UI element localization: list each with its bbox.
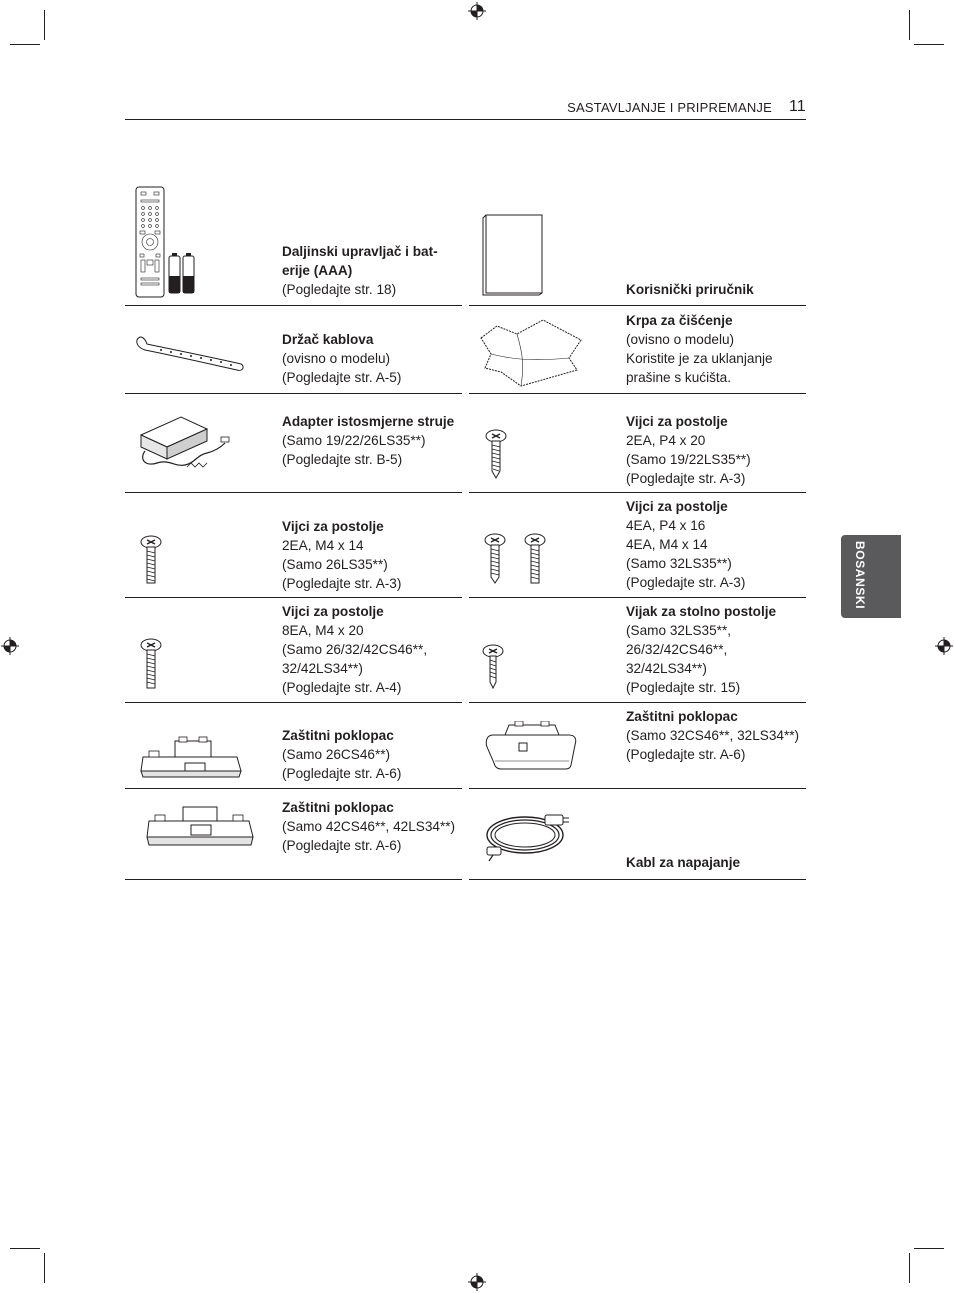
accessory-text	[626, 280, 802, 299]
accessory-row	[125, 703, 462, 789]
accessory-title: Korisnički priručnik	[626, 282, 754, 297]
accessory-detail: (Pogledajte str. A-3)	[626, 471, 746, 486]
accessory-row	[469, 493, 806, 598]
accessory-detail: 4EA, P4 x 16	[626, 518, 706, 533]
remote-control-icon	[125, 183, 275, 305]
accessory-title: Vijci za postolje	[626, 414, 728, 429]
crop-mark	[10, 1248, 40, 1249]
accessory-detail: (Samo 26/32/42CS46**, 32/42LS34**)	[282, 642, 428, 676]
accessory-row	[469, 306, 806, 394]
header-rule	[125, 119, 806, 120]
registration-mark-icon	[1, 637, 19, 655]
accessory-title: Zaštitni poklopac	[282, 800, 394, 815]
accessory-text	[282, 726, 458, 783]
accessory-detail: 2EA, P4 x 20	[626, 433, 706, 448]
accessory-detail: Koristite je za uklanjanje prašine s kućišta.	[626, 351, 773, 385]
accessory-detail: (Samo 32LS35**)	[626, 556, 732, 571]
accessory-detail: (Samo 42CS46**, 42LS34**)	[282, 819, 456, 834]
accessory-detail: (Pogledajte str. A-6)	[282, 766, 402, 781]
accessory-title: Vijci za postolje	[282, 519, 384, 534]
accessory-title: Zaštitni poklopac	[626, 709, 738, 724]
language-tab	[841, 535, 901, 618]
accessory-detail: (ovisno o modelu)	[626, 332, 735, 347]
accessory-detail: (ovisno o modelu)	[282, 351, 391, 366]
protective-cover-icon	[125, 703, 275, 788]
accessory-row	[469, 394, 806, 493]
accessory-text	[626, 497, 802, 592]
accessory-row	[125, 598, 462, 703]
accessory-detail: (Pogledajte str. B-5)	[282, 452, 403, 467]
accessory-text	[626, 602, 802, 697]
cable-holder-icon	[125, 306, 275, 393]
accessory-detail: (Samo 19/22LS35**)	[626, 452, 751, 467]
accessory-row	[469, 789, 806, 880]
accessory-title: Vijci za postolje	[282, 604, 384, 619]
accessory-text	[626, 311, 802, 387]
crop-mark	[10, 44, 40, 45]
accessory-title: Kabl za napajanje	[626, 855, 741, 870]
accessory-detail: (Pogledajte str. 15)	[626, 680, 741, 695]
crop-mark	[44, 1253, 45, 1283]
crop-mark	[914, 44, 944, 45]
accessory-detail: (Samo 26LS35**)	[282, 557, 388, 572]
accessory-detail: (Pogledajte str. 18)	[282, 282, 397, 297]
accessory-row	[125, 493, 462, 598]
section-title: SASTAVLJANJE I PRIPREMANJE	[567, 100, 772, 115]
crop-mark	[909, 10, 910, 40]
language-tab-label: BOSANSKI	[853, 541, 867, 610]
accessory-detail: (Samo 26CS46**)	[282, 747, 391, 762]
accessory-title: Vijak za stolno postolje	[626, 604, 777, 619]
accessory-text	[282, 602, 458, 697]
user-manual-icon	[469, 183, 619, 305]
stand-screws-pair-icon	[469, 493, 619, 597]
accessory-row	[125, 789, 462, 880]
crop-mark	[909, 1253, 910, 1283]
accessory-detail: (Samo 19/22/26LS35**)	[282, 433, 426, 448]
accessory-row	[469, 598, 806, 703]
accessory-detail: (Pogledajte str. A-4)	[282, 680, 402, 695]
accessory-text	[282, 517, 458, 593]
desk-mount-screw-icon	[469, 598, 619, 702]
accessory-text	[282, 330, 458, 387]
accessory-row	[125, 183, 462, 306]
protective-cover-icon	[125, 789, 275, 879]
accessory-text	[626, 707, 802, 764]
accessory-column-right	[469, 183, 806, 880]
accessory-title: Daljinski upravljač i bat-erije (AAA)	[282, 244, 438, 278]
registration-mark-icon	[468, 1273, 486, 1291]
stand-screw-icon	[125, 493, 275, 597]
accessory-detail: (Pogledajte str. A-5)	[282, 370, 402, 385]
accessory-row	[125, 394, 462, 493]
accessory-detail: (Pogledajte str. A-6)	[626, 747, 746, 762]
stand-screw-icon	[125, 598, 275, 702]
crop-mark	[44, 10, 45, 40]
registration-mark-icon	[468, 2, 486, 20]
accessory-detail: 4EA, M4 x 14	[626, 537, 708, 552]
power-cable-icon	[469, 789, 619, 879]
dc-adapter-icon	[125, 394, 275, 492]
accessory-detail: (Pogledajte str. A-3)	[626, 575, 746, 590]
accessory-title: Krpa za čišćenje	[626, 313, 733, 328]
accessory-text	[282, 242, 458, 299]
registration-mark-icon	[935, 637, 953, 655]
accessory-text	[626, 412, 802, 488]
cleaning-cloth-icon	[469, 306, 619, 393]
accessory-row	[469, 183, 806, 306]
accessory-text	[282, 412, 458, 469]
accessory-text	[626, 853, 802, 872]
accessory-title: Zaštitni poklopac	[282, 728, 394, 743]
stand-screw-icon	[469, 394, 619, 492]
accessory-row	[125, 306, 462, 394]
accessory-text	[282, 798, 458, 855]
accessory-detail: 2EA, M4 x 14	[282, 538, 364, 553]
accessory-title: Držač kablova	[282, 332, 374, 347]
accessory-detail: (Samo 32LS35**, 26/32/42CS46**, 32/42LS34**)	[626, 623, 732, 676]
crop-mark	[914, 1248, 944, 1249]
protective-cover-icon	[469, 703, 619, 788]
accessory-title: Vijci za postolje	[626, 499, 728, 514]
accessory-detail: 8EA, M4 x 20	[282, 623, 364, 638]
accessory-detail: (Samo 32CS46**, 32LS34**)	[626, 728, 800, 743]
accessory-row	[469, 703, 806, 789]
page-number: 11	[789, 98, 806, 115]
accessory-title: Adapter istosmjerne struje	[282, 414, 455, 429]
accessory-detail: (Pogledajte str. A-6)	[282, 838, 402, 853]
accessory-column-left	[125, 183, 462, 880]
accessory-detail: (Pogledajte str. A-3)	[282, 576, 402, 591]
